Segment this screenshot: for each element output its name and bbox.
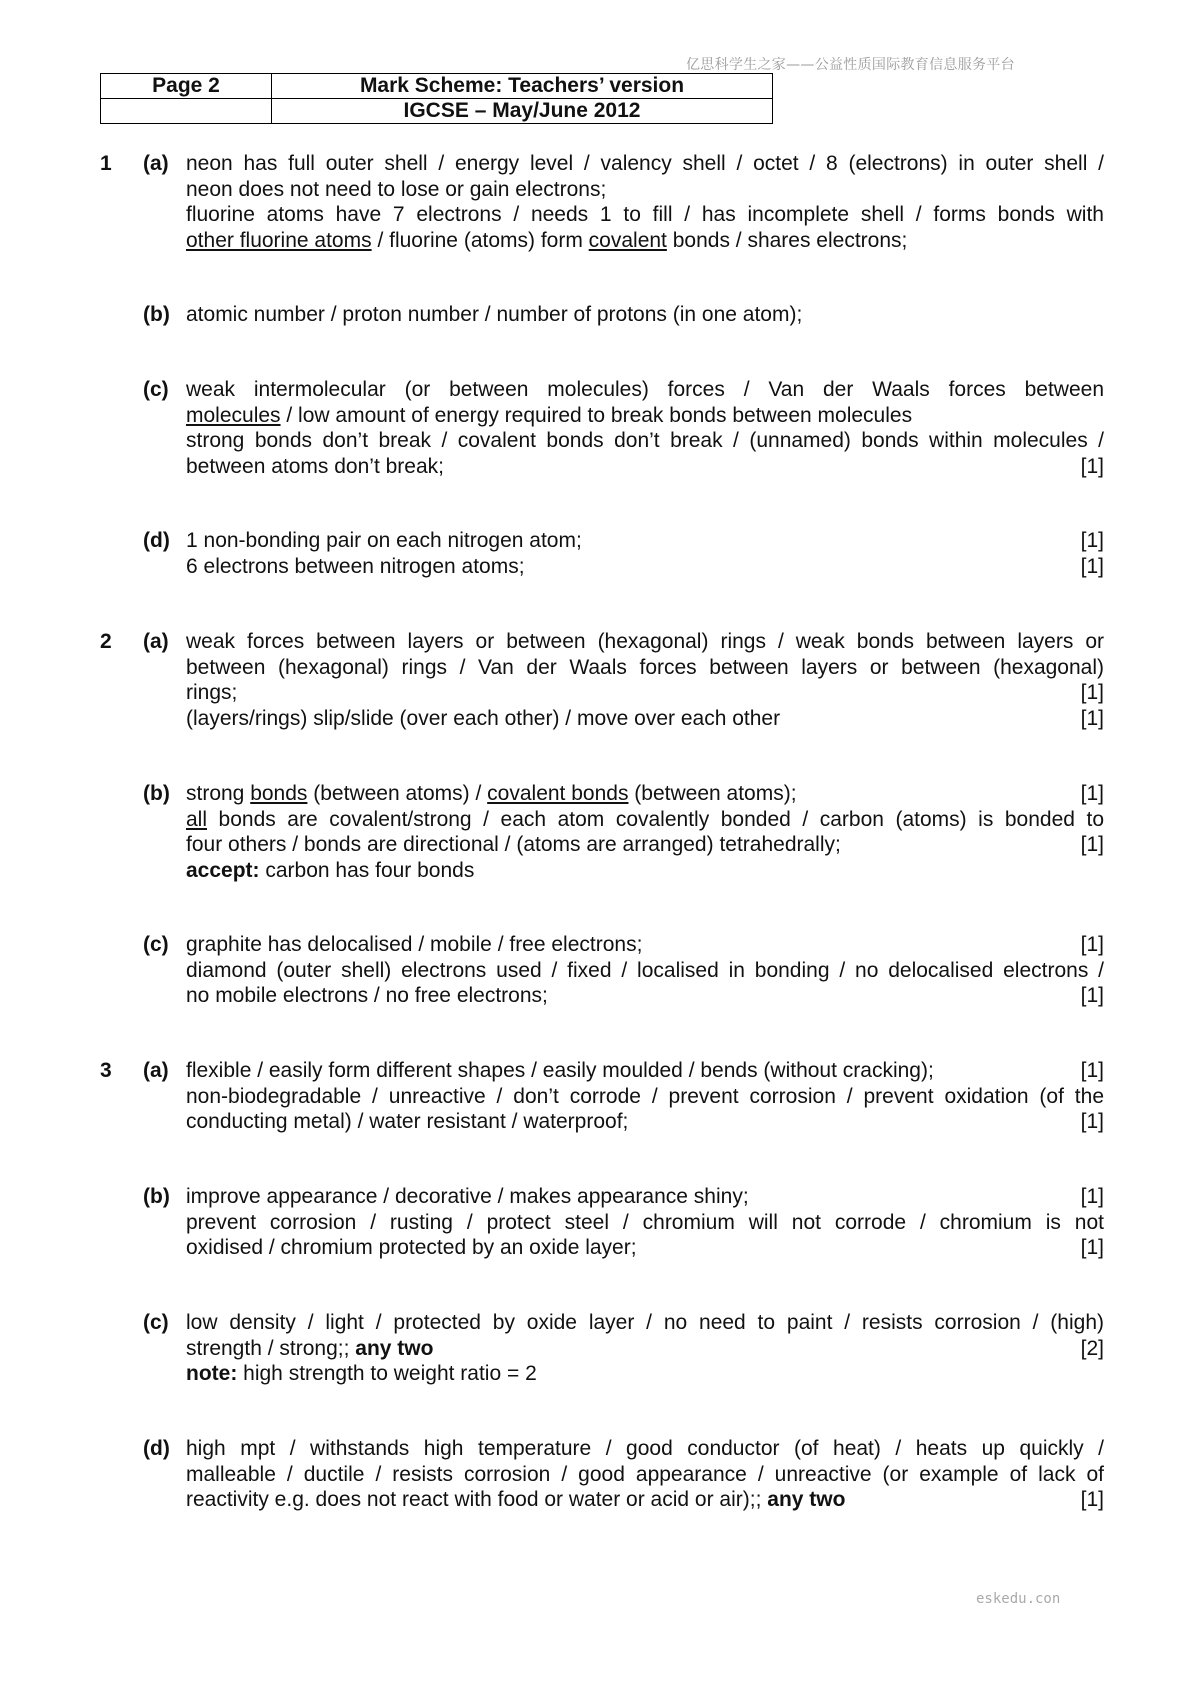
underlined-term: other fluorine atoms: [186, 228, 372, 252]
text-fragment: improve appearance / decorative / makes appearance shiny;: [186, 1185, 749, 1208]
text-line: [186, 454, 1104, 480]
text-fragment: (between atoms) /: [307, 782, 488, 805]
text-line: [186, 781, 1104, 807]
text-line: neon has full outer shell / energy level / valency shell / octet / 8 (electrons) in outer shell /: [186, 152, 1104, 175]
q3d-label: (d): [143, 1437, 170, 1460]
q1a-label: (a): [143, 152, 169, 175]
text-line: [186, 1487, 1104, 1513]
text-line: low density / light / protected by oxide layer / no need to paint / resists corrosion / (high): [186, 1311, 1104, 1334]
q2a-label: (a): [143, 630, 169, 653]
mark: [1]: [1080, 833, 1104, 856]
mark: [1]: [1080, 1059, 1104, 1082]
text-fragment: four others / bonds are directional / (atoms are arranged) tetrahedrally;: [186, 833, 841, 856]
mark: [1]: [1080, 554, 1104, 578]
text-fragment: rings;: [186, 681, 238, 704]
text-line: [186, 1336, 1104, 1362]
text-fragment: 1 non-bonding pair on each nitrogen atom;: [186, 529, 582, 552]
q2b-answer: [186, 781, 1104, 883]
q2b-label: (b): [143, 782, 170, 805]
text-fragment: flexible / easily form different shapes / easily moulded / bends (without cracking);: [186, 1059, 934, 1082]
underlined-term: all: [186, 807, 208, 831]
underlined-term: covalent bonds: [487, 782, 629, 805]
text-line: [186, 228, 1104, 254]
text-fragment: oxidised / chromium protected by an oxide layer;: [186, 1236, 637, 1259]
text-fragment: / fluorine (atoms) form: [371, 228, 589, 252]
q2a-answer: [186, 629, 1104, 731]
mark: [1]: [1080, 1110, 1104, 1133]
mark: [1]: [1080, 454, 1104, 478]
document-title: Mark Scheme: Teachers’ version: [272, 74, 773, 99]
mark: [1]: [1080, 1185, 1104, 1208]
mark: [2]: [1080, 1336, 1104, 1360]
text-line: atomic number / proton number / number of protons (in one atom);: [186, 303, 803, 326]
q1c-label: (c): [143, 378, 169, 401]
question-1-number: 1: [100, 152, 112, 175]
q1b-answer: [186, 302, 1104, 328]
text-fragment: carbon has four bonds: [259, 858, 475, 882]
keyword: any two: [767, 1488, 846, 1511]
mark: [1]: [1080, 933, 1104, 956]
text-line: [186, 983, 1104, 1009]
header-table: [100, 73, 773, 124]
text-fragment: reactivity e.g. does not react with food or water or acid or air);;: [186, 1488, 768, 1511]
text-fragment: / low amount of energy required to break bonds between molecules: [280, 403, 913, 427]
q1b-label: (b): [143, 303, 170, 326]
watermark-top: 亿思科学生之家——公益性质国际教育信息服务平台: [686, 57, 1015, 73]
text-fragment: (between atoms);: [628, 782, 797, 805]
mark: [1]: [1080, 681, 1104, 704]
text-fragment: bonds / shares electrons;: [666, 228, 908, 252]
text-line: [186, 706, 1104, 732]
text-fragment: conducting metal) / water resistant / waterproof;: [186, 1110, 629, 1133]
q3c-answer: [186, 1310, 1104, 1387]
underlined-term: bonds: [250, 782, 308, 805]
text-line: [186, 403, 1104, 429]
text-line: [186, 1109, 1104, 1135]
underlined-term: molecules: [186, 403, 281, 427]
text-line: [186, 554, 1104, 580]
text-line: prevent corrosion / rusting / protect steel / chromium will not corrode / chromium is not: [186, 1210, 1104, 1234]
question-3-number: 3: [100, 1059, 112, 1082]
text-fragment: graphite has delocalised / mobile / free electrons;: [186, 933, 643, 956]
q1c-answer: [186, 377, 1104, 479]
text-fragment: strong: [186, 782, 251, 805]
text-line: [186, 680, 1104, 706]
keyword: any two: [355, 1336, 434, 1360]
q3c-label: (c): [143, 1311, 169, 1334]
page-number: Page 2: [101, 74, 272, 99]
mark: [1]: [1080, 984, 1104, 1007]
text-line: [186, 1235, 1104, 1261]
underlined-term: covalent: [588, 228, 667, 252]
mark: [1]: [1080, 782, 1104, 805]
text-fragment: no mobile electrons / no free electrons;: [186, 984, 548, 1007]
text-line: strong bonds don’t break / covalent bonds don’t break / (unnamed) bonds within molecules /: [186, 429, 1104, 452]
text-line: weak forces between layers or between (hexagonal) rings / weak bonds between layers or: [186, 630, 1104, 653]
text-fragment: between atoms don’t break;: [186, 454, 444, 478]
text-fragment: strength / strong;;: [186, 1336, 356, 1360]
header-empty-cell: [101, 99, 272, 124]
text-line: [186, 528, 1104, 554]
exam-session: IGCSE – May/June 2012: [272, 99, 773, 124]
question-2-number: 2: [100, 630, 112, 653]
text-line: [186, 858, 1104, 884]
text-line: [186, 1361, 1104, 1387]
text-line: high mpt / withstands high temperature / good conductor (of heat) / heats up quickly /: [186, 1437, 1104, 1460]
keyword: accept:: [186, 858, 260, 882]
text-line: between (hexagonal) rings / Van der Waals forces between layers or between (hexagonal): [186, 655, 1104, 679]
text-fragment: high strength to weight ratio = 2: [237, 1362, 537, 1385]
mark: [1]: [1080, 529, 1104, 552]
q2c-label: (c): [143, 933, 169, 956]
q1a-answer: [186, 151, 1104, 253]
text-line: [186, 832, 1104, 858]
text-line: neon does not need to lose or gain electrons;: [186, 177, 607, 201]
mark: [1]: [1080, 706, 1104, 730]
watermark-bottom: eskedu.con: [976, 1591, 1061, 1607]
q3a-label: (a): [143, 1059, 169, 1082]
q1d-label: (d): [143, 529, 170, 552]
keyword: note:: [186, 1362, 238, 1385]
text-line: non-biodegradable / unreactive / don’t corrode / prevent corrosion / prevent oxidation (of the: [186, 1084, 1104, 1108]
q3a-answer: [186, 1058, 1104, 1135]
text-line: [186, 1184, 1104, 1210]
text-line: [186, 807, 1104, 833]
text-fragment: (layers/rings) slip/slide (over each other) / move over each other: [186, 706, 781, 730]
text-fragment: 6 electrons between nitrogen atoms;: [186, 554, 525, 578]
text-line: weak intermolecular (or between molecules) forces / Van der Waals forces between: [186, 378, 1104, 401]
text-line: diamond (outer shell) electrons used / fixed / localised in bonding / no delocalised electrons /: [186, 958, 1104, 982]
q3b-answer: [186, 1184, 1104, 1261]
text-line: [186, 932, 1104, 958]
q1d-answer: [186, 528, 1104, 579]
text-line: malleable / ductile / resists corrosion / good appearance / unreactive (or example of lack of: [186, 1462, 1104, 1486]
mark: [1]: [1080, 1488, 1104, 1511]
q2c-answer: [186, 932, 1104, 1009]
text-line: [186, 1058, 1104, 1084]
text-line: fluorine atoms have 7 electrons / needs 1 to fill / has incomplete shell / forms bonds with: [186, 203, 1104, 226]
q3b-label: (b): [143, 1185, 170, 1208]
q3d-answer: [186, 1436, 1104, 1513]
mark: [1]: [1080, 1236, 1104, 1259]
text-fragment: bonds are covalent/strong / each atom covalently bonded / carbon (atoms) is bonded to: [207, 807, 1104, 831]
